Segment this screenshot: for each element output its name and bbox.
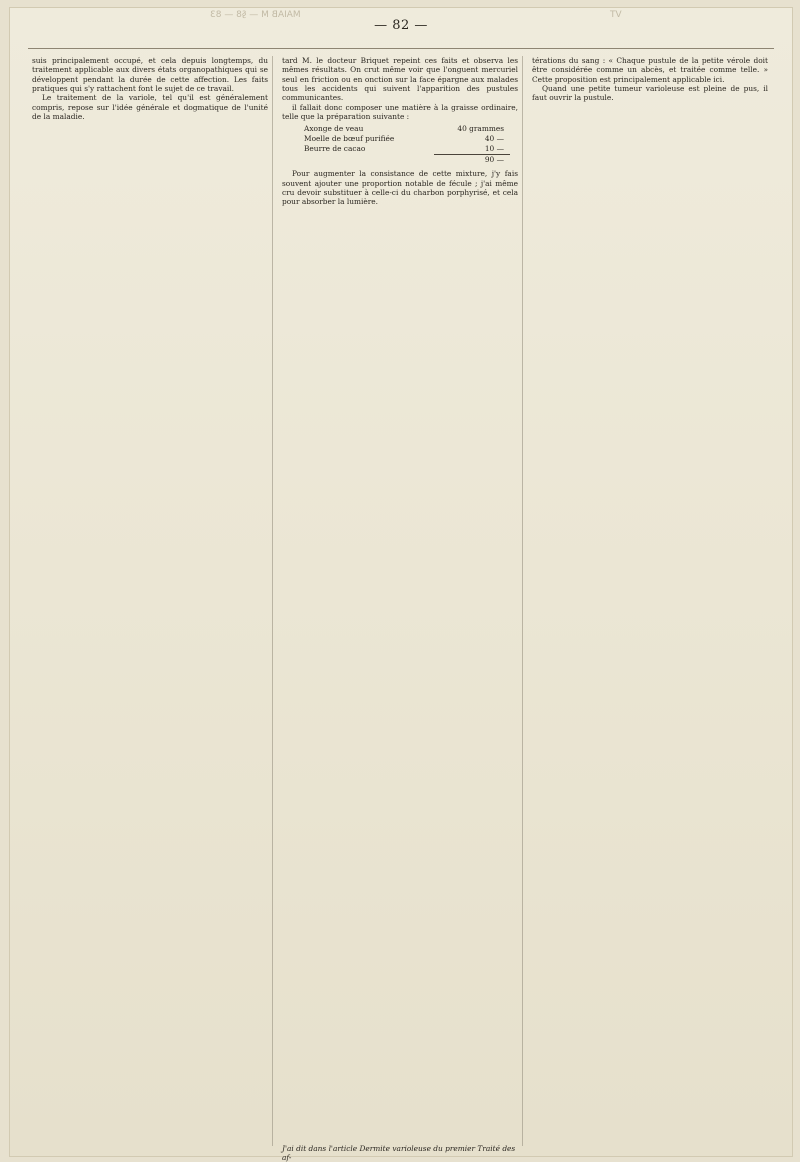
recipe-row xyxy=(304,144,504,154)
recipe-table xyxy=(304,124,504,165)
column-3 xyxy=(532,56,768,1156)
paragraph: térations du sang : « Chaque pustule de la petite vérole doit être considérée comme un abcès, et traitée comme telle. » Cette proposition est principalement applicable ici. xyxy=(532,56,768,84)
paragraph: Quand une petite tumeur varioleuse est pleine de pus, il faut ouvrir la pustule. xyxy=(532,84,768,103)
paragraph: suis principalement occupé, et cela depuis longtemps, du traitement applicable aux divers états organopathiques qui se développent pendant la durée de cette affection. Les faits pratiques qui s'y rattachent font le sujet de ce travail. xyxy=(32,56,268,94)
paragraph: Pour augmenter la consistance de cette mixture, j'y fais souvent ajouter une proportion notable de fécule ; j'ai même cru devoir substituer à celle-ci du charbon porphyrisé, et cela pour absorber la lumière. xyxy=(282,169,518,207)
page-number: — 82 — xyxy=(374,18,428,33)
header-rule xyxy=(28,48,774,49)
recipe-item-amount: 10 — xyxy=(484,144,504,154)
paragraph: Le traitement de la variole, tel qu'il est généralement compris, repose sur l'idée générale et dogmatique de l'unité de la maladie. xyxy=(32,93,268,122)
bleed-through-text-right: VT xyxy=(610,10,622,20)
recipe-item-name: Moelle de bœuf purifiée xyxy=(304,134,395,144)
column-2 xyxy=(282,56,518,1156)
recipe-row xyxy=(304,124,504,134)
column-separator xyxy=(522,56,523,1146)
paragraph: il fallait donc composer une matière à la graisse ordinaire, telle que la préparation suivante : xyxy=(282,102,518,122)
page-sheet xyxy=(10,8,792,1162)
recipe-row xyxy=(304,134,504,144)
column-2-last-line: J'ai dit dans l'article Dermite varioleuse du premier Traité des af- xyxy=(282,1144,516,1162)
column-separator xyxy=(272,56,273,1146)
recipe-item-amount: 40 grammes xyxy=(457,124,504,134)
recipe-item-amount: 40 — xyxy=(484,134,504,144)
recipe-total: 90 — xyxy=(434,154,510,165)
paragraph: tard M. le docteur Briquet repeint ces faits et observa les mêmes résultats. On crut même voir que l'onguent mercuriel seul en friction ou en onction sur la face épargne aux malades tous les accidents qui suivent l'apparition des pustules communicantes. xyxy=(282,56,518,103)
column-1 xyxy=(32,56,268,1156)
bleed-through-text: MAIAB M — §8 — 83 xyxy=(210,10,301,20)
recipe-item-name: Axonge de veau xyxy=(304,124,364,134)
recipe-item-name: Beurre de cacao xyxy=(304,144,366,154)
